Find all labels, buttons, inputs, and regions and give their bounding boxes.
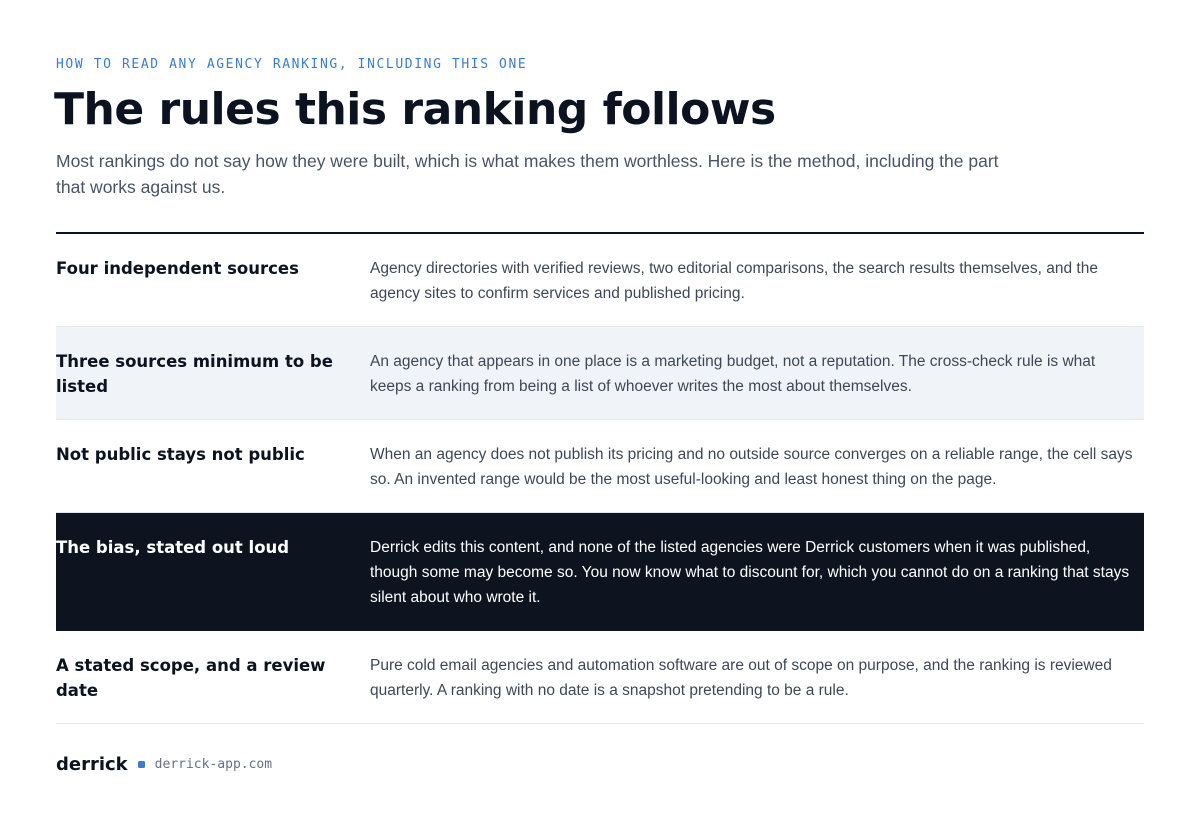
rule-title: Not public stays not public (56, 445, 305, 464)
footer (56, 754, 272, 775)
rule-row-not-public (56, 420, 1144, 513)
rule-body: Derrick edits this content, and none of the listed agencies were Derrick customers when it was published, though some may become so. You now know what to discount for, which you cannot do on a ranking that stays silent about who wrote it. (370, 539, 1130, 606)
brand-logo[interactable]: derrick (56, 754, 128, 775)
intro-text: Most rankings do not say how they were built, which is what makes them worthless. Here is the method, including the part that works against us. (56, 151, 999, 197)
rule-row-sources (56, 234, 1144, 327)
page-title: The rules this ranking follows (54, 84, 776, 135)
rule-title: Four independent sources (56, 259, 299, 278)
rule-title: The bias, stated out loud (56, 538, 290, 557)
rule-body: Agency directories with verified reviews, two editorial comparisons, the search results themselves, and the agency sites to confirm services and published pricing. (370, 260, 1098, 302)
rule-body: An agency that appears in one place is a marketing budget, not a reputation. The cross-check rule is what keeps a ranking from being a list of whoever writes the most about themselves. (370, 353, 1096, 395)
separator-dot-icon (138, 761, 145, 768)
rule-row-scope (56, 631, 1144, 724)
rule-body: When an agency does not publish its pricing and no outside source converges on a reliable range, the cell says so. An invented range would be the most useful-looking and least honest thing on the page. (370, 446, 1133, 488)
rule-title: A stated scope, and a review date (56, 656, 326, 700)
eyebrow: HOW TO READ ANY AGENCY RANKING, INCLUDING THIS ONE (56, 57, 528, 72)
rule-title: Three sources minimum to be listed (56, 352, 333, 396)
rule-body: Pure cold email agencies and automation software are out of scope on purpose, and the ranking is reviewed quarterly. A ranking with no date is a snapshot pretending to be a rule. (370, 657, 1112, 699)
rule-row-bias (56, 513, 1144, 631)
rule-row-minimum (56, 327, 1144, 420)
site-link[interactable]: derrick-app.com (154, 757, 273, 772)
rules-table (56, 232, 1144, 724)
